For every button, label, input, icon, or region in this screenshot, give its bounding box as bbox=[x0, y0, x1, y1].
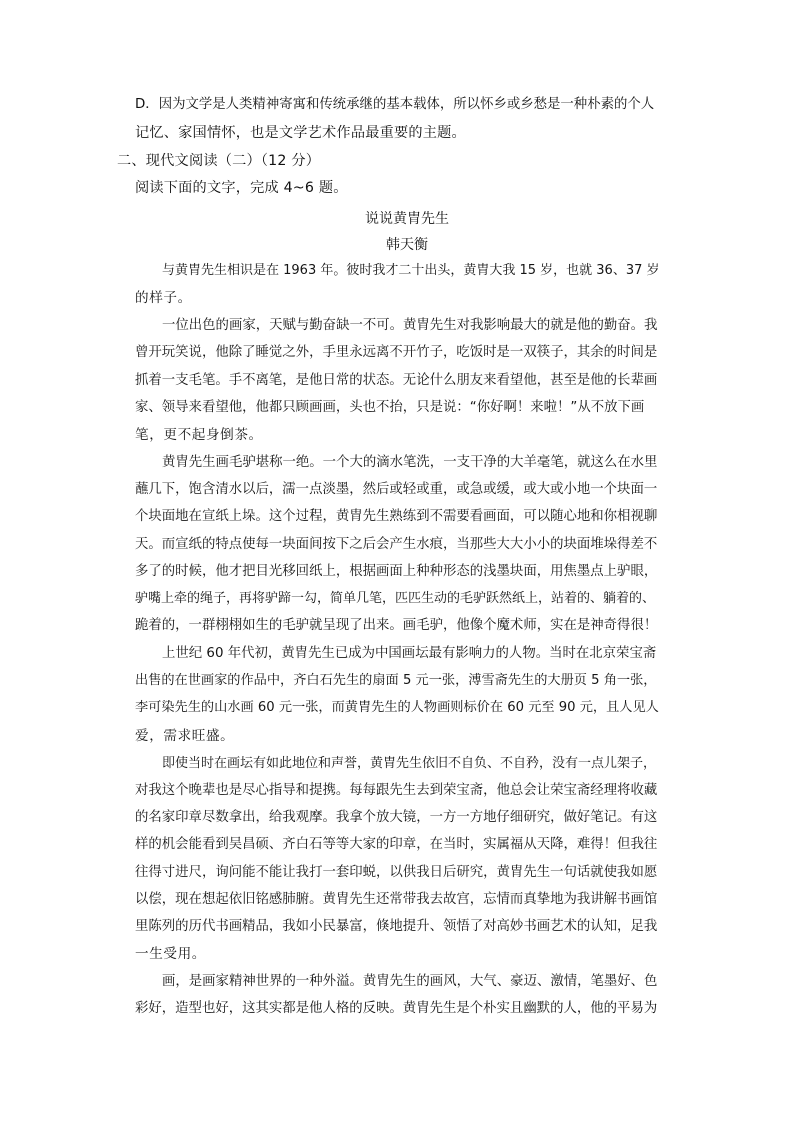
para-5-line-5: 往得寸进尺，询问能不能让我打一套印蜕，以供我日后研究，黄胄先生一句话就使我如愿 bbox=[135, 865, 658, 880]
para-6-line-1: 画，是画家精神世界的一种外溢。黄胄先生的画风，大气、豪迈、激情，笔墨好、色 bbox=[162, 974, 658, 989]
para-2-line-2: 曾开玩笑说，他除了睡觉之外，手里永远离不开竹子，吃饭时是一双筷子，其余的时间是 bbox=[135, 345, 658, 360]
para-2-line-3: 抓着一支毛笔。手不离笔，是他日常的状态。无论什么朋友来看望他，甚至是他的长辈画 bbox=[135, 373, 658, 388]
para-4-line-2: 出售的在世画家的作品中，齐白石先生的扇面 5 元一张，溥雪斋先生的大册页 5 角一张， bbox=[135, 673, 657, 688]
para-5-line-8: 一生受用。 bbox=[135, 946, 206, 962]
para-3-line-1: 黄胄先生画毛驴堪称一绝。一个大的滴水笔洗，一支干净的大羊毫笔，就这么在水里 bbox=[162, 455, 658, 470]
para-2-line-4: 家、领导来看望他，他都只顾画画，头也不抬，只是说：“你好啊！来啦！”从不放下画 bbox=[135, 400, 645, 415]
para-1-line-1: 与黄胄先生相识是在 1963 年。彼时我才二十出头，黄胄大我 15 岁，也就 36、37 岁 bbox=[162, 263, 660, 278]
section-heading: 二、现代文阅读（二）（12 分） bbox=[117, 153, 321, 169]
para-2-line-1: 一位出色的画家，天赋与勤奋缺一不可。黄胄先生对我影响最大的就是他的勤奋。我 bbox=[162, 318, 658, 333]
para-5-line-6: 以偿，现在想起依旧铭感肺腑。黄胄先生还常带我去故宫，忘情而真挚地为我讲解书画馆 bbox=[135, 892, 658, 907]
para-4-line-1: 上世纪 60 年代初，黄胄先生已成为中国画坛最有影响力的人物。当时在北京荣宝斋 bbox=[162, 646, 657, 661]
option-d-line-1: D．因为文学是人类精神寄寓和传统承继的基本载体，所以怀乡或乡愁是一种朴素的个人 bbox=[135, 97, 655, 112]
para-5-line-4: 样的机会能看到吴昌硕、齐白石等等大家的印章，在当时，实属福从天降，难得！但我往 bbox=[135, 837, 658, 852]
para-5-line-7: 里陈列的历代书画精品，我如小民暴富，倏地提升、领悟了对高妙书画艺术的认知，足我 bbox=[135, 919, 658, 934]
para-3-line-7: 跪着的，一群栩栩如生的毛驴就呈现了出来。画毛驴，他像个魔术师，实在是神奇得很！ bbox=[135, 618, 658, 633]
para-5-line-1: 即使当时在画坛有如此地位和声誉，黄胄先生依旧不自负、不自矜，没有一点儿架子， bbox=[162, 756, 657, 771]
para-2-line-5: 笔，更不起身倒茶。 bbox=[135, 427, 263, 443]
para-1-line-2: 的样子。 bbox=[135, 290, 192, 306]
para-4-line-4: 爱，需求旺盛。 bbox=[135, 728, 235, 744]
para-6-line-2: 彩好，造型也好，这其实都是他人格的反映。黄胄先生是个朴实且幽默的人，他的平易为 bbox=[135, 1001, 658, 1016]
para-3-line-4: 天。而宣纸的特点使每一块面间按下之后会产生水痕，当那些大大小小的块面堆垛得差不 bbox=[135, 537, 658, 552]
option-d-line-2: 记忆、家国情怀，也是文学艺术作品最重要的主题。 bbox=[135, 125, 466, 141]
section-instruction: 阅读下面的文字，完成 4~6 题。 bbox=[135, 180, 348, 196]
para-5-line-3: 的名家印章尽数拿出，给我观摩。我拿个放大镜，一方一方地仔细研究，做好笔记。有这 bbox=[135, 810, 658, 825]
article-author: 韩天衡 bbox=[386, 237, 428, 253]
para-3-line-5: 多了的时候，他才把目光移回纸上，根据画面上种种形态的浅墨块面，用焦墨点上驴眼， bbox=[135, 564, 658, 579]
para-5-line-2: 对我这个晚辈也是尽心指导和提携。每每跟先生去到荣宝斋，他总会让荣宝斋经理将收藏 bbox=[135, 783, 658, 798]
para-3-line-3: 个块面地在宣纸上垛。这个过程，黄胄先生熟练到不需要看画面，可以随心地和你相视聊 bbox=[135, 509, 658, 524]
para-3-line-2: 蘸几下，饱含清水以后，濡一点淡墨，然后或轻或重，或急或缓，或大或小地一个块面一 bbox=[135, 482, 658, 497]
article-title: 说说黄胄先生 bbox=[365, 211, 449, 227]
para-3-line-6: 驴嘴上牵的绳子，再将驴蹄一勾，简单几笔，匹匹生动的毛驴跃然纸上，站着的、躺着的、 bbox=[135, 591, 656, 606]
para-4-line-3: 李可染先生的山水画 60 元一张，而黄胄先生的人物画则标价在 60 元至 90 元，且人见人 bbox=[135, 700, 659, 715]
